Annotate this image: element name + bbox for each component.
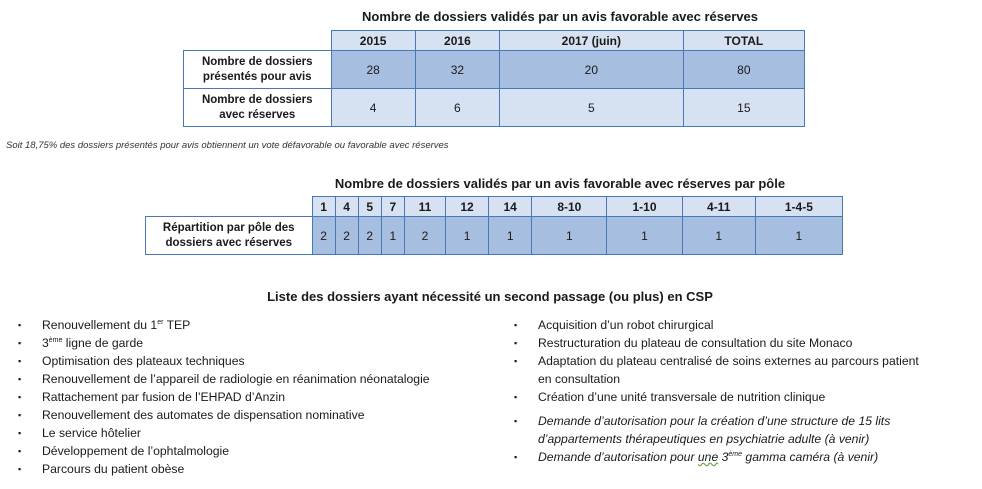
bullet-icon: ▪ [18,428,22,438]
table1-corner [184,31,332,51]
table2-cell: 2 [358,217,381,255]
table2-col-header: 12 [445,197,488,217]
table2-cell: 1 [381,217,404,255]
table2-cell: 1 [607,217,682,255]
table2-col-header: 5 [358,197,381,217]
bullet-icon: ▪ [18,464,22,474]
bullet-icon: ▪ [18,338,22,348]
table1-cell: 15 [683,89,804,127]
bullet-icon: ▪ [18,320,22,330]
table2-cell: 1 [445,217,488,255]
list-item: ▪ Restructuration du plateau de consultation du site Monaco [514,336,853,350]
list-item: ▪ Création d’une unité transversale de nutrition clinique [514,390,826,404]
table2-corner [146,197,313,217]
list-item: ▪ Demande d’autorisation pour une 3ème gamma caméra (à venir) [514,450,879,464]
bullet-icon: ▪ [18,446,22,456]
list-item: ▪ Optimisation des plateaux techniques [18,354,245,368]
list-item: ▪ Le service hôtelier [18,426,141,440]
table2-col-header: 1 [312,197,335,217]
table1-cell: 4 [331,89,415,127]
table2-col-header: 14 [489,197,532,217]
bullet-icon: ▪ [514,416,518,426]
percentage-note: Soit 18,75% des dossiers présentés pour avis obtiennent un vote défavorable ou favorable avec réserves [6,140,449,151]
bullet-icon: ▪ [18,356,22,366]
bullet-icon: ▪ [514,392,518,402]
list-item: ▪ Développement de l’ophtalmologie [18,444,229,458]
list-item: ▪ Demande d’autorisation pour la création d’une structure de 15 lits d’appartements thérapeutiques en psychiatrie adulte (à venir) [514,414,891,446]
table1-cell: 6 [415,89,499,127]
table1-row-header: Nombre de dossiers avec réserves [184,89,332,127]
list-item: ▪ Adaptation du plateau centralisé de soins externes au parcours patient en consultation [514,354,919,386]
table1-col-header: 2016 [415,31,499,51]
table2-col-header: 11 [404,197,445,217]
list-item: ▪ 3ème ligne de garde [18,336,144,350]
list-item: ▪ Renouvellement de l’appareil de radiologie en réanimation néonatalogie [18,372,430,386]
table2-cell: 1 [532,217,607,255]
table2-col-header: 7 [381,197,404,217]
bullet-icon: ▪ [18,374,22,384]
list-item: ▪ Rattachement par fusion de l’EHPAD d’Anzin [18,390,285,404]
table2-col-header: 4 [335,197,358,217]
table2-title: Nombre de dossiers validés par un avis favorable avec réserves par pôle [334,176,786,191]
table2-cell: 1 [682,217,755,255]
table2-col-header: 1-10 [607,197,682,217]
bullet-icon: ▪ [514,338,518,348]
bullet-icon: ▪ [514,452,518,462]
table1-cell: 32 [415,51,499,89]
list-item: ▪ Renouvellement du 1er TEP [18,318,191,332]
list-item: ▪ Parcours du patient obèse [18,462,185,476]
table1-col-header: TOTAL [683,31,804,51]
table2-cell: 2 [404,217,445,255]
list-title: Liste des dossiers ayant nécessité un second passage (ou plus) en CSP [267,289,713,304]
table2-col-header: 4-11 [682,197,755,217]
right-list [514,316,974,466]
table1-col-header: 2017 (juin) [500,31,684,51]
table1-cell: 80 [683,51,804,89]
list-item: ▪ Renouvellement des automates de dispensation nominative [18,408,365,422]
bullet-icon: ▪ [514,356,518,366]
table1-cell: 5 [500,89,684,127]
table2-cell: 1 [489,217,532,255]
bullet-icon: ▪ [514,320,518,330]
bullet-icon: ▪ [18,410,22,420]
table1-cell: 20 [500,51,684,89]
table2-col-header: 8-10 [532,197,607,217]
table1-col-header: 2015 [331,31,415,51]
table2-row-header: Répartition par pôle des dossiers avec réserves [146,217,313,255]
table1-title: Nombre de dossiers validés par un avis favorable avec réserves [362,9,758,24]
table1 [183,30,805,127]
list-item: ▪ Acquisition d’un robot chirurgical [514,318,714,332]
table1-cell: 28 [331,51,415,89]
table2-col-header: 1-4-5 [755,197,842,217]
table2 [145,196,843,255]
table1-row-header: Nombre de dossiers présentés pour avis [184,51,332,89]
table2-cell: 1 [755,217,842,255]
left-list [18,316,498,478]
table2-cell: 2 [312,217,335,255]
table2-cell: 2 [335,217,358,255]
bullet-icon: ▪ [18,392,22,402]
